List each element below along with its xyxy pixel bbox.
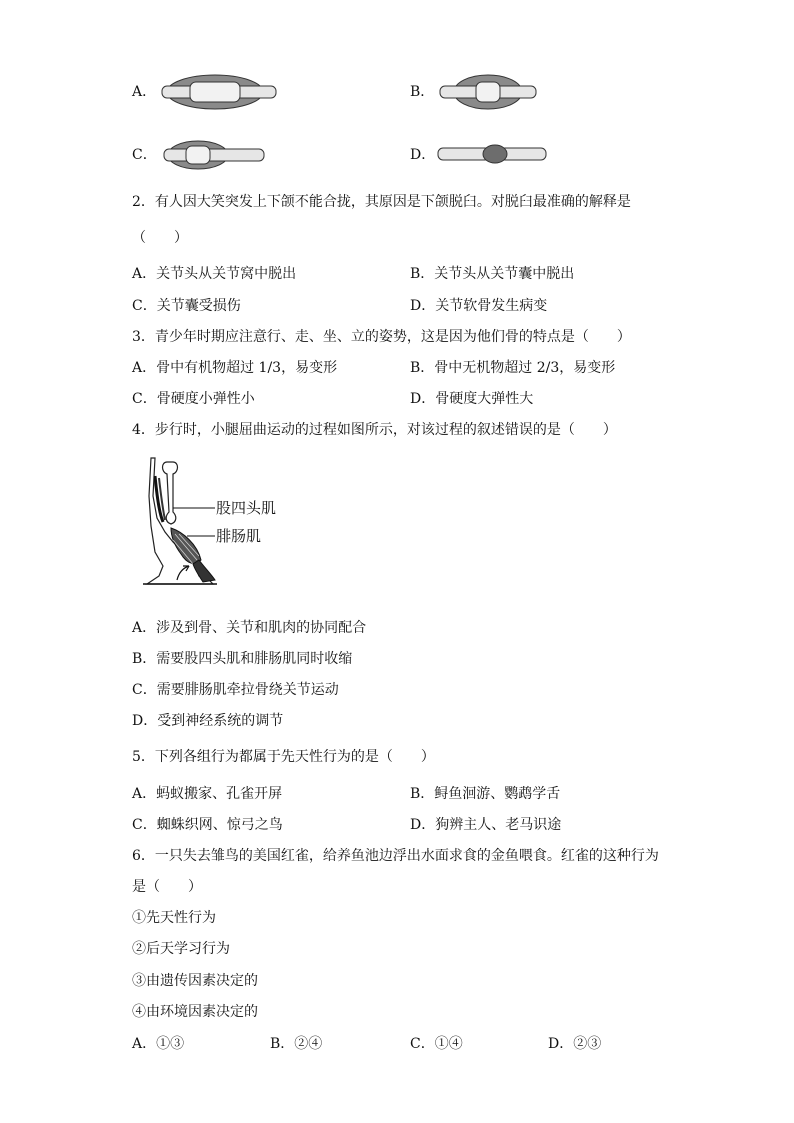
q5-option-c: C．蜘蛛织网、惊弓之鸟 xyxy=(132,817,283,833)
q2-option-c: C．关节囊受损伤 xyxy=(132,298,241,314)
q4-stem: 4．步行时，小腿屈曲运动的过程如图所示，对该过程的叙述错误的是（ ） xyxy=(132,422,617,438)
q5-stem: 5．下列各组行为都属于先天性行为的是（ ） xyxy=(132,749,435,765)
q1-option-a-letter: A． xyxy=(132,84,157,100)
q3-option-c: C．骨硬度小弹性小 xyxy=(132,391,255,407)
q4-leg-muscle-figure xyxy=(143,456,223,586)
q2-option-a: A．关节头从关节窝中脱出 xyxy=(132,266,297,282)
q2-option-d: D．关节软骨发生病变 xyxy=(410,298,548,314)
q2-option-b: B．关节头从关节囊中脱出 xyxy=(410,266,575,282)
q3-option-b: B．骨中无机物超过 2/3，易变形 xyxy=(410,360,616,376)
q1-option-c-joint-diagram xyxy=(160,135,268,175)
q2-stem: 2．有人因大笑突发上下颌不能合拢，其原因是下颌脱臼。对脱臼最准确的解释是 xyxy=(132,194,631,210)
q6-option-d: D．②③ xyxy=(548,1036,602,1052)
q6-item-4: ④由环境因素决定的 xyxy=(132,1004,258,1020)
q5-option-d: D．狗辨主人、老马识途 xyxy=(410,817,562,833)
q4-option-b: B．需要股四头肌和腓肠肌同时收缩 xyxy=(132,651,353,667)
q6-option-c: C．①④ xyxy=(410,1036,463,1052)
q1-option-b-letter: B． xyxy=(410,84,435,100)
q6-item-1: ①先天性行为 xyxy=(132,910,216,926)
q4-label-gastrocnemius: 腓肠肌 xyxy=(216,527,262,545)
q4-option-a: A．涉及到骨、关节和肌肉的协同配合 xyxy=(132,620,367,636)
q4-option-c: C．需要腓肠肌牵拉骨绕关节运动 xyxy=(132,682,339,698)
q1-option-d-letter: D． xyxy=(410,147,436,163)
q6-stem: 6．一只失去雏鸟的美国红雀，给养鱼池边浮出水面求食的金鱼喂食。红雀的这种行为 xyxy=(132,848,659,864)
q3-stem: 3．青少年时期应注意行、走、坐、立的姿势，这是因为他们骨的特点是（ ） xyxy=(132,329,631,345)
q6-option-a: A．①③ xyxy=(132,1036,185,1052)
q6-item-3: ③由遗传因素决定的 xyxy=(132,973,258,989)
q5-option-b: B．鲟鱼洄游、鹦鹉学舌 xyxy=(410,786,561,802)
q1-option-a-joint-diagram xyxy=(160,70,280,114)
q6-stem-continued: 是（ ） xyxy=(132,879,202,895)
q4-label-quadriceps: 股四头肌 xyxy=(216,499,277,517)
q1-option-c-letter: C． xyxy=(132,147,157,163)
q2-answer-paren: （ ） xyxy=(132,230,188,246)
q6-option-b: B．②④ xyxy=(270,1036,323,1052)
q5-option-a: A．蚂蚁搬家、孔雀开屏 xyxy=(132,786,283,802)
q3-option-a: A．骨中有机物超过 1/3，易变形 xyxy=(132,360,338,376)
q1-option-d-joint-diagram xyxy=(436,138,548,170)
q4-option-d: D．受到神经系统的调节 xyxy=(132,713,284,729)
q1-option-b-joint-diagram xyxy=(438,70,538,114)
q3-option-d: D．骨硬度大弹性大 xyxy=(410,391,534,407)
q6-item-2: ②后天学习行为 xyxy=(132,941,230,957)
